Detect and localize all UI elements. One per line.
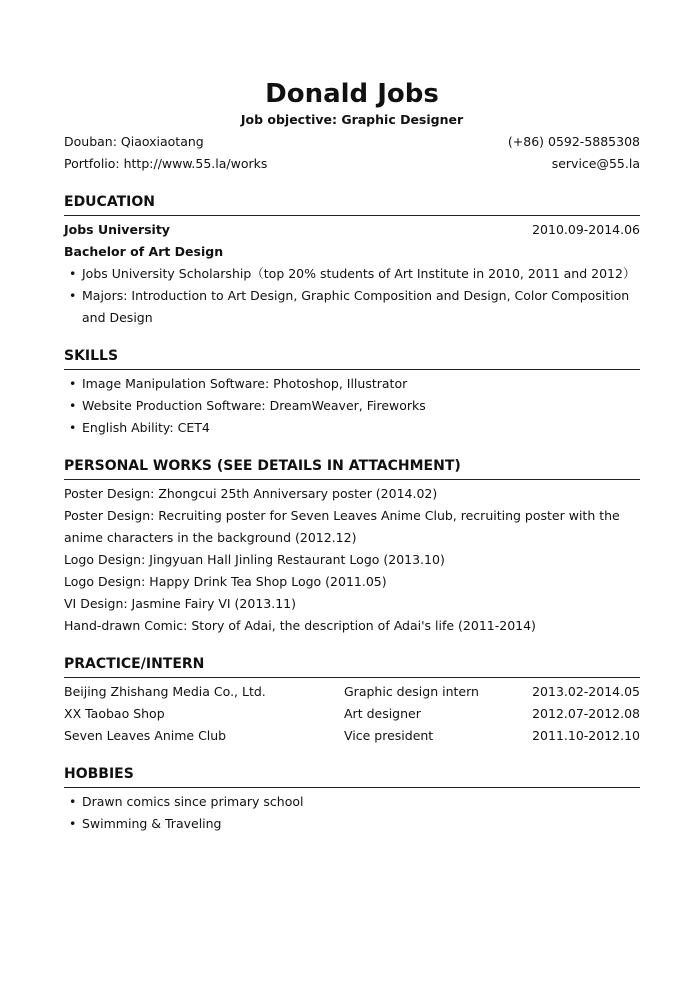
contact-row-1 [64, 131, 640, 153]
list-item: • Drawn comics since primary school [64, 791, 640, 813]
list-item: • Website Production Software: DreamWeaver, Fireworks [64, 395, 640, 417]
bullet-icon: • [69, 398, 77, 413]
role-dates: 2011.10-2012.10 [532, 728, 640, 743]
skills-section [64, 347, 640, 439]
email-address: service@55.la [551, 156, 640, 171]
skills-list [64, 373, 640, 439]
education-title: EDUCATION [64, 193, 640, 216]
work-item: Hand-drawn Comic: Story of Adai, the description of Adai's life (2011-2014) [64, 618, 536, 633]
phone-number: (+86) 0592-5885308 [507, 134, 640, 149]
school-name: Jobs University [64, 222, 170, 237]
practice-title: PRACTICE/INTERN [64, 655, 640, 678]
list-item: • Swimming & Traveling [64, 813, 640, 835]
table-row [64, 725, 640, 747]
hobbies-section [64, 765, 640, 835]
practice-section [64, 655, 640, 747]
resume-page [64, 0, 640, 835]
role-title: Graphic design intern [344, 684, 479, 699]
company-name: XX Taobao Shop [64, 706, 165, 721]
bullet-icon: • [69, 420, 77, 435]
work-item: Logo Design: Happy Drink Tea Shop Logo (2011.05) [64, 574, 387, 589]
work-item: Logo Design: Jingyuan Hall Jinling Restaurant Logo (2013.10) [64, 552, 445, 567]
role-dates: 2012.07-2012.08 [532, 706, 640, 721]
bullet-icon: • [69, 376, 77, 391]
company-name: Seven Leaves Anime Club [64, 728, 227, 743]
work-item: VI Design: Jasmine Fairy VI (2013.11) [64, 596, 296, 611]
portfolio-link: Portfolio: http://www.55.la/works [64, 156, 268, 171]
role-title: Art designer [344, 706, 421, 721]
bullet-icon: • [69, 266, 77, 281]
education-section [64, 193, 640, 329]
work-item: Poster Design: Zhongcui 25th Anniversary poster (2014.02) [64, 486, 438, 501]
education-list [64, 263, 640, 329]
list-item: • Image Manipulation Software: Photoshop, Illustrator [64, 373, 640, 395]
skills-title: SKILLS [64, 347, 640, 370]
company-name: Beijing Zhishang Media Co., Ltd. [64, 684, 266, 699]
works-title: PERSONAL WORKS (SEE DETAILS IN ATTACHMENT) [64, 457, 640, 480]
contact-row-2 [64, 153, 640, 175]
list-item: • English Ability: CET4 [64, 417, 640, 439]
douban-handle: Douban: Qiaoxiaotang [64, 134, 204, 149]
bullet-icon: • [69, 794, 77, 809]
role-title: Vice president [344, 728, 434, 743]
table-row [64, 681, 640, 703]
hobbies-title: HOBBIES [64, 765, 640, 788]
bullet-icon: • [69, 816, 77, 831]
bullet-icon: • [69, 288, 77, 303]
list-item: • Jobs University Scholarship（top 20% students of Art Institute in 2010, 2011 and 2012） [64, 263, 640, 285]
job-objective: Job objective: Graphic Designer [240, 112, 464, 127]
list-item: • Majors: Introduction to Art Design, Graphic Composition and Design, Color Composition and Design [64, 285, 640, 329]
hobbies-list [64, 791, 640, 835]
education-school-row [64, 219, 640, 241]
candidate-name: Donald Jobs [265, 79, 439, 109]
degree-name: Bachelor of Art Design [64, 244, 224, 259]
degree-row [64, 241, 640, 263]
table-row [64, 703, 640, 725]
works-section [64, 457, 640, 637]
role-dates: 2013.02-2014.05 [532, 684, 640, 699]
work-item: Poster Design: Recruiting poster for Seven Leaves Anime Club, recruiting poster with the anime characters in the background (2012.12) [64, 508, 620, 545]
education-dates: 2010.09-2014.06 [532, 222, 640, 237]
